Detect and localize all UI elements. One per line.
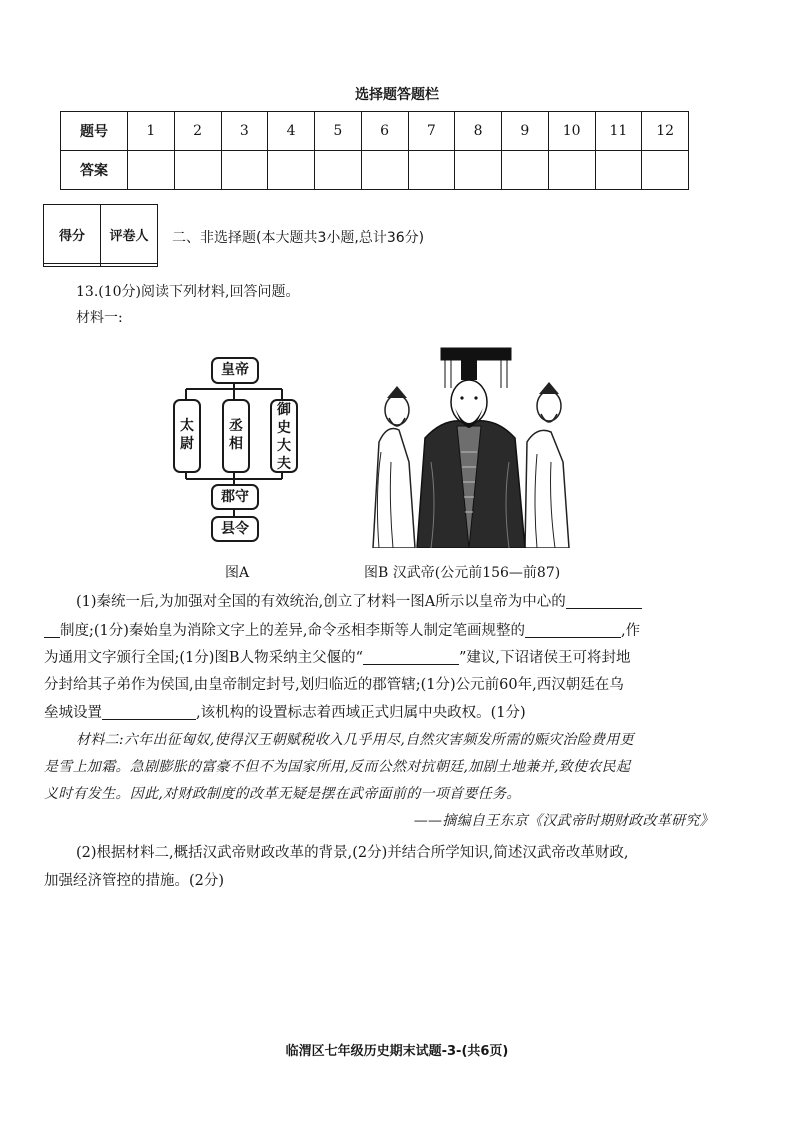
question-number-row: [61, 112, 689, 151]
q13-part1-text: ”建议,下诏诸侯王可将封地: [459, 650, 631, 666]
answer-cell-4[interactable]: [268, 151, 315, 190]
grader-label: 评卷人: [101, 205, 158, 264]
emperor-box: 皇帝: [211, 357, 259, 384]
q13-part1-text: ,作: [621, 623, 641, 639]
q13-part1-text: 为通用文字颁行全国;(1分)图B人物采纳主父偃的“: [44, 650, 363, 666]
q13-part1-text: ,该机构的设置标志着西域正式归属中央政权。(1分): [196, 705, 526, 721]
question-number: 11: [595, 112, 642, 151]
q13-intro: 13.(10分)阅读下列材料,回答问题。: [76, 284, 300, 300]
answer-blank-system-cont[interactable]: [44, 621, 60, 638]
answer-cell-6[interactable]: [361, 151, 408, 190]
answer-blank-system[interactable]: [566, 592, 642, 609]
score-cell[interactable]: [44, 264, 101, 267]
answer-cell-12[interactable]: [642, 151, 689, 190]
question-number: 4: [268, 112, 315, 151]
figure-b-emperor-illustration: [365, 342, 575, 548]
material-2-line3: 义时有发生。因此,对财政制度的改革无疑是摆在武帝面前的一项首要任务。: [44, 786, 521, 802]
q13-part1-line2: [44, 619, 640, 640]
answer-cell-2[interactable]: [174, 151, 221, 190]
figure-a-diagram: [168, 355, 308, 550]
chengxiang-box: [222, 399, 250, 473]
answer-cell-8[interactable]: [455, 151, 502, 190]
answer-cell-5[interactable]: [315, 151, 362, 190]
answer-row: [61, 151, 689, 190]
answer-cell-9[interactable]: [502, 151, 549, 190]
question-number: 1: [128, 112, 175, 151]
chengxiang-char: 丞: [229, 418, 243, 434]
answer-blank-script[interactable]: [525, 621, 621, 638]
q13-part1-line1: [76, 590, 642, 611]
question-number: 7: [408, 112, 455, 151]
junshou-box: 郡守: [211, 484, 259, 510]
q13-part1-text: (1)秦统一后,为加强对全国的有效统治,创立了材料一图A所示以皇帝为中心的: [76, 594, 566, 610]
question-number: 12: [642, 112, 689, 151]
q13-part2-line2: 加强经济管控的措施。(2分): [44, 873, 225, 889]
question-number-header: 题号: [61, 112, 128, 151]
yushidafu-char: 大: [277, 438, 291, 454]
answer-cell-11[interactable]: [595, 151, 642, 190]
question-number: 2: [174, 112, 221, 151]
section-2-title: 二、非选择题(本大题共3小题,总计36分): [172, 230, 425, 246]
answer-sheet-title: 选择题答题栏: [355, 87, 439, 103]
answer-cell-7[interactable]: [408, 151, 455, 190]
answer-writing-area[interactable]: [44, 900, 714, 1025]
question-number: 5: [315, 112, 362, 151]
question-number: 8: [455, 112, 502, 151]
answer-header: 答案: [61, 151, 128, 190]
q13-part1-line4: 分封给其子弟作为侯国,由皇帝制定封号,划归临近的郡管辖;(1分)公元前60年,西汉朝廷在乌: [44, 677, 624, 693]
yushidafu-box: [270, 399, 298, 473]
q13-part1-line5: [44, 701, 526, 722]
material-2-line1: 材料二:六年出征匈奴,使得汉王朝赋税收入几乎用尽,自然灾害频发所需的赈灾治险费用更: [76, 732, 634, 748]
answer-cell-1[interactable]: [128, 151, 175, 190]
q13-part1-line3: [44, 646, 631, 667]
figure-a-caption: 图A: [225, 565, 250, 581]
yushidafu-char: 史: [277, 420, 291, 436]
figure-b-caption: 图B 汉武帝(公元前156—前87): [364, 565, 561, 581]
page-footer: 临渭区七年级历史期末试题-3-(共6页): [285, 1044, 509, 1059]
material-1-label: 材料一:: [76, 310, 123, 326]
score-box: [43, 204, 158, 267]
xianling-box: 县令: [211, 516, 259, 542]
chengxiang-char: 相: [229, 436, 243, 452]
q13-part2-line1: (2)根据材料二,概括汉武帝财政改革的背景,(2分)并结合所学知识,简述汉武帝改革财政,: [76, 845, 629, 861]
han-wudi-portrait-icon: [365, 342, 575, 548]
question-number: 9: [502, 112, 549, 151]
answer-blank-policy[interactable]: [363, 648, 459, 665]
q13-part1-text: 垒城设置: [44, 705, 102, 721]
score-label: 得分: [44, 205, 101, 264]
grader-cell[interactable]: [101, 264, 158, 267]
answer-table: [60, 111, 689, 190]
material-2-line2: 是雪上加霜。急剧膨胀的富豪不但不为国家所用,反而公然对抗朝廷,加剧土地兼并,致使农民起: [44, 759, 631, 775]
answer-blank-institution[interactable]: [102, 703, 196, 720]
answer-cell-3[interactable]: [221, 151, 268, 190]
taiwei-char: 太: [180, 418, 194, 434]
yushidafu-char: 御: [277, 402, 291, 418]
yushidafu-char: 夫: [277, 456, 291, 472]
taiwei-char: 尉: [180, 436, 194, 452]
question-number: 10: [548, 112, 595, 151]
taiwei-box: [173, 399, 201, 473]
question-number: 6: [361, 112, 408, 151]
question-number: 3: [221, 112, 268, 151]
q13-part1-text: 制度;(1分)秦始皇为消除文字上的差异,命令丞相李斯等人制定笔画规整的: [60, 623, 526, 639]
answer-cell-10[interactable]: [548, 151, 595, 190]
material-2-source: ——摘编自王东京《汉武帝时期财政改革研究》: [413, 813, 714, 829]
